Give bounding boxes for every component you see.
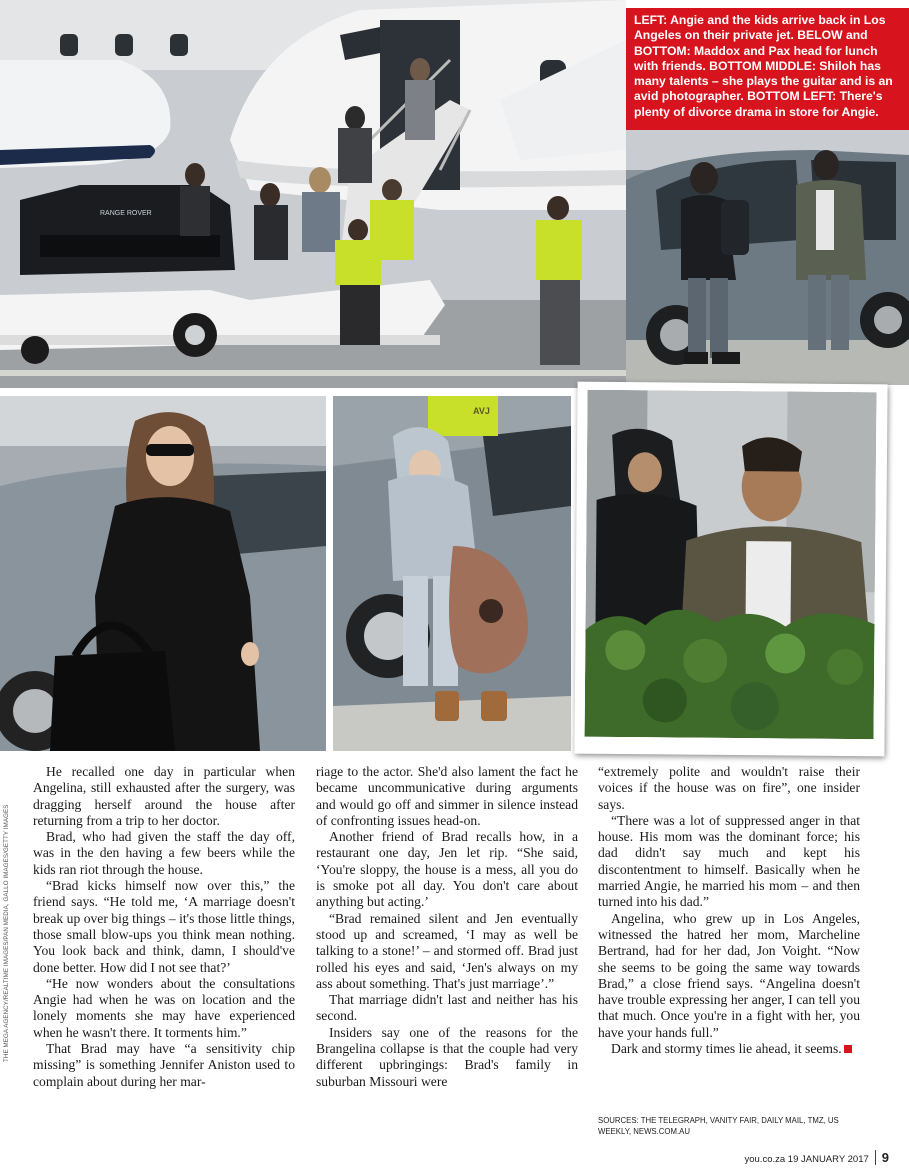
vest-label-text: AVJ <box>473 406 490 416</box>
article-paragraph: “There was a lot of suppressed anger in that house. His mom was the dominant force; his dad didn't say much and kept his discontentment to himself. Basically when he married Angie, he married his mom – and then turned into his dad.” <box>598 812 860 910</box>
article-closing-text: Dark and stormy times lie ahead, it seems. <box>611 1041 842 1057</box>
article-paragraph: Brad, who had given the staff the day off, was in the den having a few beers while the kids ran riot through the house. <box>33 829 295 877</box>
photo-credit: THE MEGA AGENCY/REALTIME IMAGES/PAN MEDIA, GALLO IMAGES/GETTY IMAGES <box>3 804 10 1062</box>
article-paragraph: riage to the actor. She'd also lament the fact he became uncommunicative during arguments and would go off and simmer in silence instead of confronting issues head-on. <box>316 764 578 828</box>
article-paragraph: That marriage didn't last and neither has his second. <box>316 992 578 1024</box>
photo-jet-arrival <box>0 0 626 388</box>
page-footer <box>744 1150 889 1165</box>
article-column-3 <box>598 764 860 1057</box>
article-sources: SOURCES: THE TELEGRAPH, VANITY FAIR, DAILY MAIL, TMZ, US WEEKLY, NEWS.COM.AU <box>598 1116 839 1136</box>
footer-site-date: you.co.za 19 JANUARY 2017 <box>744 1154 869 1165</box>
article-column-1 <box>33 764 295 1090</box>
article-paragraph: “Brad kicks himself now over this,” the friend says. “He told me, ‘A marriage doesn't break up over big things – it's those little things, those small blow-ups you think mean nothing. You look back and think, damn, I should've done better. How did I not see that?’ <box>33 878 295 975</box>
photo-maddox-pax-car <box>626 130 909 385</box>
article-paragraph: He recalled one day in particular when Angelina, still exhausted after the surgery, was dragging herself around the house after returning from a trip to her doctor. <box>33 764 295 828</box>
photo-shiloh-guitar <box>333 396 571 751</box>
article-paragraph: Insiders say one of the reasons for the Brangelina collapse is that the couple had very different upbringings: Brad's family in suburban Missouri were <box>316 1024 578 1089</box>
photo-polaroid-frame <box>574 382 887 757</box>
article-paragraph: “extremely polite and wouldn't raise their voices if the house was on fire”, one insider says. <box>598 764 860 812</box>
page-number: 9 <box>875 1150 889 1165</box>
article-paragraph: That Brad may have “a sensitivity chip missing” is something Jennifer Aniston used to complain about during her mar- <box>33 1041 295 1089</box>
photo-angelina <box>0 396 326 751</box>
photo-caption-box <box>626 8 909 130</box>
vehicle-plate-text: RANGE ROVER <box>100 210 152 217</box>
photo-caption-text: LEFT: Angie and the kids arrive back in Los Angeles on their private jet. BELOW and BOTTOM: Maddox and Pax head for lunch with friends. BOTTOM MIDDLE: Shiloh has many talents – she plays the guitar and is an avid photographer. BOTTOM LEFT: There's plenty of divorce drama in store for Angie. <box>634 13 893 119</box>
article-paragraph-last <box>598 1041 860 1057</box>
article-paragraph: Angelina, who grew up in Los Angeles, witnessed the hatred her mom, Marcheline Bertrand, had for her dad, Jon Voight. “Now she seems to be going the same way towards Brad,” a close friend says. “Angelina doesn't have trouble expressing her anger, I can tell you that much. Once you're in a fight with her, you have your hands full.” <box>598 910 860 1040</box>
article-paragraph: “Brad remained silent and Jen eventually stood up and screamed, ‘I may as well be talking to a stone!’ – and stormed off. Brad just rolled his eyes and said, ‘Jen's always on my ass about something. That's just marriage’.” <box>316 910 578 991</box>
article-paragraph: Another friend of Brad recalls how, in a restaurant one day, Jen let rip. “She said, ‘You're sloppy, the house is a mess, all you do is smoke pot all day. You don't care about anything but acting.’ <box>316 829 578 910</box>
photo-maddox-pax-hedge <box>585 390 877 740</box>
end-of-article-square-icon <box>844 1045 852 1053</box>
article-paragraph: “He now wonders about the consultations Angie had when he was on location and the lonely moments she may have experienced when he wasn't there. It torments him.” <box>33 975 295 1040</box>
article-column-2 <box>316 764 578 1090</box>
